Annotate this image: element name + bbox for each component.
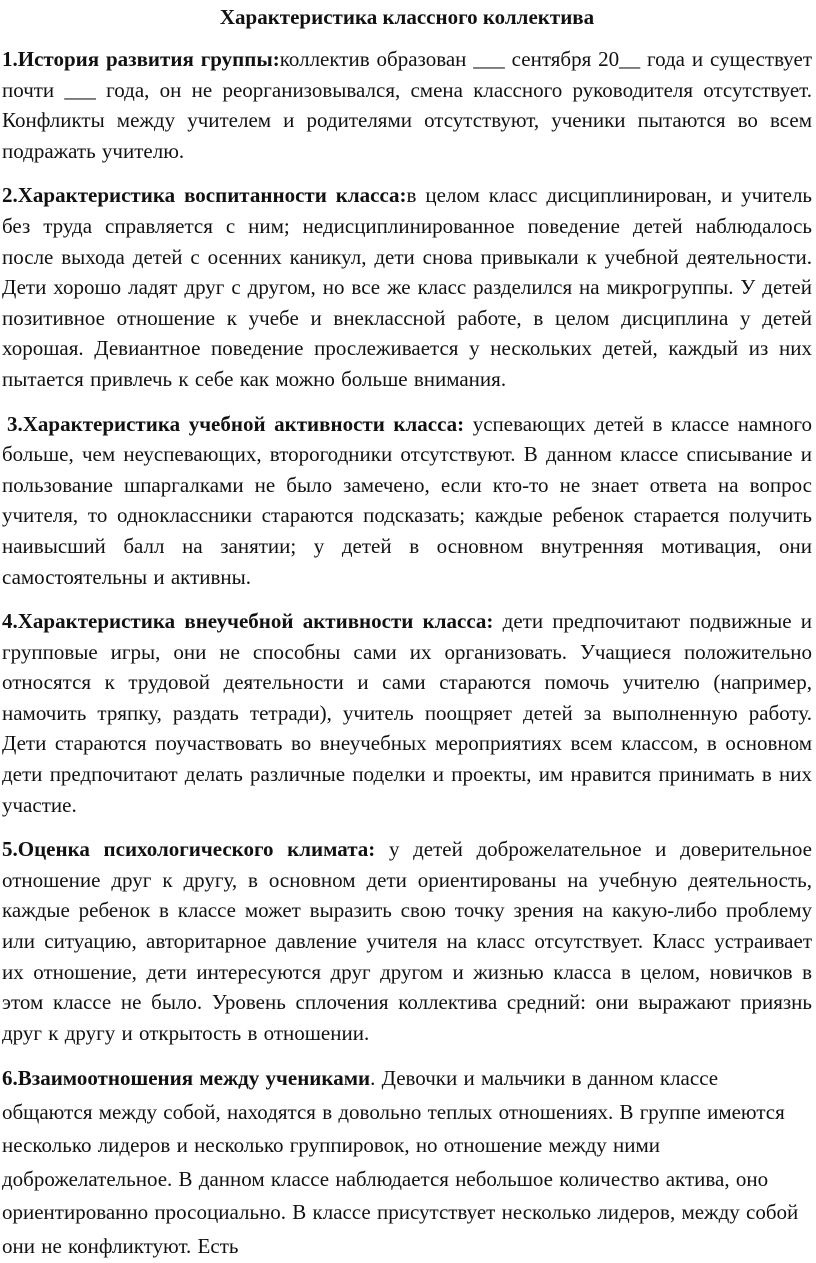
section-relationships <box>2 1062 812 1263</box>
section-upbringing <box>2 180 812 394</box>
document-title: Характеристика классного коллектива <box>219 5 595 29</box>
section-text: . Девочки и мальчики в данном классе общаются между собой, находятся в довольно теплых отношениях. В группе имеются несколько лидеров и несколько группировок, но отношение между ними доброжелательное. В данном классе наблюдается небольшое количество актива, оно ориентированно просоциально. В классе присутствует несколько лидеров, между собой они не конфликтуют. Есть <box>2 1066 799 1258</box>
section-history <box>2 44 812 166</box>
section-text: дети предпочитают подвижные и групповые игры, они не способны сами их организовать. Учащиеся положительно относятся к трудовой деятельности и сами стараются помочь учителю (например, намочить тряпку, раздать тетради), учитель поощряет детей за выполненную работу. Дети стараются поучаствовать во внеучебных мероприятиях всем классом, в основном дети предпочитают делать различные поделки и проекты, им нравится принимать в них участие. <box>2 609 812 817</box>
section-text: в целом класс дисциплинирован, и учитель без труда справляется с ним; недисциплинированное поведение детей наблюдалось после выхода детей с осенних каникул, дети снова привыкали к учебной деятельности. Дети хорошо ладят друг с другом, но все же класс разделился на микрогруппы. У детей позитивное отношение к учебе и внеклассной работе, в целом дисциплина у детей хорошая. Девиантное поведение прослеживается у нескольких детей, каждый из них пытается привлечь к себе как можно больше внимания. <box>2 183 813 391</box>
section-extracurricular-activity <box>2 606 812 820</box>
section-heading: 5.Оценка психологического климата: <box>2 837 376 862</box>
section-heading: 6.Взаимоотношения между учениками <box>2 1066 371 1091</box>
section-heading: 4.Характеристика внеучебной активности класса: <box>2 609 494 634</box>
section-text: у детей доброжелательное и доверительное отношение друг к другу, в основном дети ориентированы на учебную деятельность, каждые ребенок в классе может выразить свою точку зрения на какую-либо проблему или ситуацию, авторитарное давление учителя на класс отсутствует. Класс устраивает их отношение, дети интересуются друг другом и жизнью класса в целом, новичков в этом классе не было. Уровень сплочения коллектива средний: они выражают приязнь друг к другу и открытость в отношении. <box>2 837 812 1045</box>
section-heading: 1.История развития группы: <box>2 47 280 71</box>
section-psychological-climate <box>2 834 812 1048</box>
section-learning-activity <box>2 409 812 593</box>
section-heading: 3.Характеристика учебной активности класса: <box>7 411 465 436</box>
section-heading: 2.Характеристика воспитанности класса: <box>2 183 407 208</box>
section-text: коллектив образован ___ сентября 20__ года и существует почти ___ года, он не реорганизовывался, смена классного руководителя отсутствует. Конфликты между учителем и родителями отсутствуют, ученики пытаются во всем подражать учителю. <box>2 47 812 163</box>
section-text: успевающих детей в классе намного больше, чем неуспевающих, второгодники отсутствуют. В данном классе списывание и пользование шпаргалками не было замечено, если кто-то не знает ответа на вопрос учителя, то одноклассники стараются подсказать; каждые ребенок старается получить наивысший балл на занятии; у детей в основном внутренняя мотивация, они самостоятельны и активны. <box>2 411 812 589</box>
